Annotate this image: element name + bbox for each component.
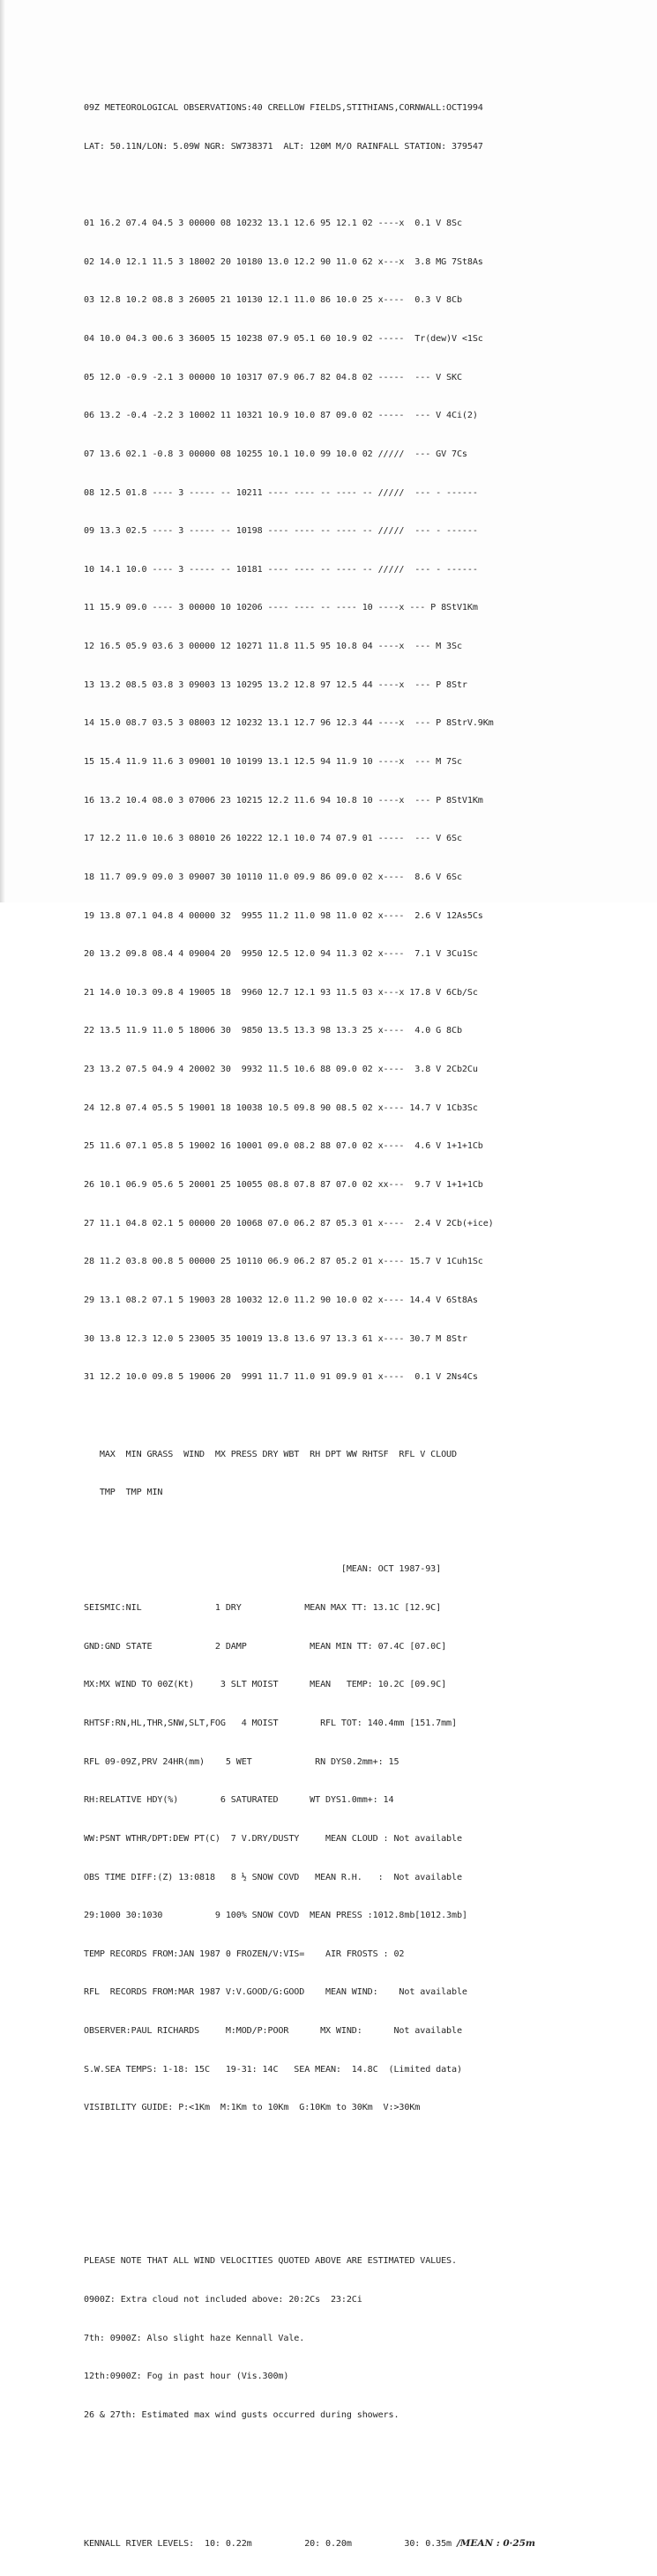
column-header: MAX MIN GRASS WIND MX PRESS DRY WBT RH DPT WW RHTSF RFL V CLOUD	[84, 1449, 457, 1459]
legend-line: RHTSF:RN,HL,THR,SNW,SLT,FOG 4 MOIST RFL TOT: 140.4mm [151.7mm]	[84, 1719, 457, 1728]
legend-line: OBS TIME DIFF:(Z) 13:0818 8 ½ SNOW COVD MEAN R.H. : Not available	[84, 1872, 462, 1882]
note-line: PLEASE NOTE THAT ALL WIND VELOCITIES QUOTED ABOVE ARE ESTIMATED VALUES.	[84, 2256, 457, 2267]
obs-row: 02 14.0 12.1 11.5 3 18002 20 10180 13.0 12.2 90 11.0 62 x---x 3.8 MG 7St8As	[84, 256, 483, 267]
legend-line: S.W.SEA TEMPS: 1-18: 15C 19-31: 14C SEA MEAN: 14.8C (Limited data)	[84, 2064, 462, 2075]
handwritten-mean: /MEAN : 0·25m	[456, 2537, 536, 2549]
obs-row: 17 12.2 11.0 10.6 3 08010 26 10222 12.1 10.0 74 07.9 01 ----- --- V 6Sc	[84, 834, 462, 844]
obs-row: 31 12.2 10.0 09.8 5 19006 20 9991 11.7 11.0 91 09.9 01 x---- 0.1 V 2Ns4Cs	[84, 1372, 478, 1383]
obs-row: 10 14.1 10.0 ---- 3 ----- -- 10181 ---- ---- -- ---- -- ///// --- - ------	[84, 564, 478, 575]
obs-row: 23 13.2 07.5 04.9 4 20002 30 9932 11.5 10.6 88 09.0 02 x---- 3.8 V 2Cb2Cu	[84, 1065, 478, 1075]
note-line: 7th: 0900Z: Also slight haze Kennall Vale.	[84, 2333, 305, 2343]
obs-row: 22 13.5 11.9 11.0 5 18006 30 9850 13.5 13.3 98 13.3 25 x---- 4.0 G 8Cb	[84, 1026, 462, 1036]
obs-row: 01 16.2 07.4 04.5 3 00000 08 10232 13.1 12.6 95 12.1 02 ----x 0.1 V 8Sc	[84, 219, 462, 229]
legend-line: TEMP RECORDS FROM:JAN 1987 0 FROZEN/V:VIS= AIR FROSTS : 02	[84, 1949, 405, 1959]
obs-row: 19 13.8 07.1 04.8 4 00000 32 9955 11.2 11.0 98 11.0 02 x---- 2.6 V 12As5Cs	[84, 910, 483, 921]
column-header: TMP TMP MIN	[84, 1488, 163, 1498]
obs-row: 16 13.2 10.4 08.0 3 07006 23 10215 12.2 11.6 94 10.8 10 ----x --- P 8StV1Km	[84, 795, 483, 805]
legend-line: RH:RELATIVE HDY(%) 6 SATURATED WT DYS1.0mm+: 14	[84, 1795, 394, 1806]
note-line: 26 & 27th: Estimated max wind gusts occurred during showers.	[84, 2409, 399, 2420]
obs-row: 25 11.6 07.1 05.8 5 19002 16 10001 09.0 08.2 88 07.0 02 x---- 4.6 V 1+1+1Cb	[84, 1141, 483, 1152]
obs-row: 28 11.2 03.8 00.8 5 00000 25 10110 06.9 06.2 87 05.2 01 x---- 15.7 V 1Cuh1Sc	[84, 1257, 483, 1267]
legend-line: WW:PSNT WTHR/DPT:DEW PT(C) 7 V.DRY/DUSTY MEAN CLOUD : Not available	[84, 1833, 462, 1844]
legend-line: SEISMIC:NIL 1 DRY MEAN MAX TT: 13.1C [12.9C]	[84, 1603, 442, 1614]
note-line: 0900Z: Extra cloud not included above: 20:2Cs 23:2Ci	[84, 2295, 362, 2305]
obs-row: 05 12.0 -0.9 -2.1 3 00000 10 10317 07.9 06.7 82 04.8 02 ----- --- V SKC	[84, 372, 462, 382]
legend-line: 29:1000 30:1030 9 100% SNOW COVD MEAN PRESS :1012.8mb[1012.3mb]	[84, 1911, 467, 1921]
obs-row: 30 13.8 12.3 12.0 5 23005 35 10019 13.8 13.6 97 13.3 61 x---- 30.7 M 8Str	[84, 1333, 467, 1344]
obs-row: 07 13.6 02.1 -0.8 3 00000 08 10255 10.1 10.0 99 10.0 02 ///// --- GV 7Cs	[84, 449, 467, 459]
obs-row: 08 12.5 01.8 ---- 3 ----- -- 10211 ---- ---- -- ---- -- ///// --- - ------	[84, 487, 478, 498]
obs-row: 06 13.2 -0.4 -2.2 3 10002 11 10321 10.9 10.0 87 09.0 02 ----- --- V 4Ci(2)	[84, 411, 478, 421]
legend-line: [MEAN: OCT 1987-93]	[84, 1564, 442, 1575]
sheet-title: 09Z METEOROLOGICAL OBSERVATIONS:40 CRELLOW FIELDS,STITHIANS,CORNWALL:OCT1994	[84, 103, 483, 114]
legend-line: GND:GND STATE 2 DAMP MEAN MIN TT: 07.4C [07.0C]	[84, 1641, 447, 1652]
legend-block	[84, 1538, 648, 2141]
obs-row: 15 15.4 11.9 11.6 3 09001 10 10199 13.1 12.5 94 11.9 10 ----x --- M 7Sc	[84, 756, 462, 767]
obs-row: 14 15.0 08.7 03.5 3 08003 12 10232 13.1 12.7 96 12.3 44 ----x --- P 8StrV.9Km	[84, 718, 494, 729]
obs-row: 13 13.2 08.5 03.8 3 09003 13 10295 13.2 12.8 97 12.5 44 ----x --- P 8Str	[84, 679, 467, 690]
obs-row: 09 13.3 02.5 ---- 3 ----- -- 10198 ---- ---- -- ---- -- ///// --- - ------	[84, 526, 478, 537]
obs-row: 21 14.0 10.3 09.8 4 19005 18 9960 12.7 12.1 93 11.5 03 x---x 17.8 V 6Cb/Sc	[84, 987, 478, 998]
note-line: 12th:0900Z: Fog in past hour (Vis.300m)	[84, 2372, 289, 2382]
obs-row: 29 13.1 08.2 07.1 5 19003 28 10032 12.0 11.2 90 10.0 02 x---- 14.4 V 6St8As	[84, 1295, 478, 1305]
observation-sheet	[84, 77, 648, 2576]
obs-row: 24 12.8 07.4 05.5 5 19001 18 10038 10.5 09.8 90 08.5 02 x---- 14.7 V 1Cb3Sc	[84, 1102, 478, 1113]
legend-line: RFL 09-09Z,PRV 24HR(mm) 5 WET RN DYS0.2mm+: 15	[84, 1756, 399, 1767]
obs-row: 18 11.7 09.9 09.0 3 09007 30 10110 11.0 09.9 86 09.0 02 x---- 8.6 V 6Sc	[84, 872, 462, 882]
obs-row: 04 10.0 04.3 00.6 3 36005 15 10238 07.9 05.1 60 10.9 02 ----- Tr(dew)V <1Sc	[84, 333, 483, 344]
legend-line: OBSERVER:PAUL RICHARDS M:MOD/P:POOR MX WIND: Not available	[84, 2026, 462, 2037]
river-levels-text: KENNALL RIVER LEVELS: 10: 0.22m 20: 0.20m 30: 0.35m	[84, 2538, 452, 2549]
legend-line: VISIBILITY GUIDE: P:<1Km M:1Km to 10Km G:10Km to 30Km V:>30Km	[84, 2103, 421, 2113]
obs-row: 27 11.1 04.8 02.1 5 00000 20 10068 07.0 06.2 87 05.3 01 x---- 2.4 V 2Cb(+ice)	[84, 1218, 494, 1229]
obs-row: 20 13.2 09.8 08.4 4 09004 20 9950 12.5 12.0 94 11.3 02 x---- 7.1 V 3Cu1Sc	[84, 949, 478, 960]
obs-row: 26 10.1 06.9 05.6 5 20001 25 10055 08.8 07.8 87 07.0 02 xx--- 9.7 V 1+1+1Cb	[84, 1180, 483, 1191]
station-location: LAT: 50.11N/LON: 5.09W NGR: SW738371 ALT: 120M M/O RAINFALL STATION: 379547	[84, 141, 483, 152]
observations-table	[84, 192, 648, 1410]
obs-row: 11 15.9 09.0 ---- 3 00000 10 10206 ---- ---- -- ---- 10 ----x --- P 8StV1Km	[84, 603, 478, 613]
obs-row: 03 12.8 10.2 08.8 3 26005 21 10130 12.1 11.0 86 10.0 25 x---- 0.3 V 8Cb	[84, 295, 462, 306]
river-levels	[84, 2537, 648, 2550]
legend-line: MX:MX WIND TO 00Z(Kt) 3 SLT MOIST MEAN TEMP: 10.2C [09.9C]	[84, 1680, 447, 1690]
notes-block	[84, 2230, 648, 2447]
legend-line: RFL RECORDS FROM:MAR 1987 V:V.GOOD/G:GOOD MEAN WIND: Not available	[84, 1987, 467, 1998]
obs-row: 12 16.5 05.9 03.6 3 00000 12 10271 11.8 11.5 95 10.8 04 ----x --- M 3Sc	[84, 642, 462, 652]
